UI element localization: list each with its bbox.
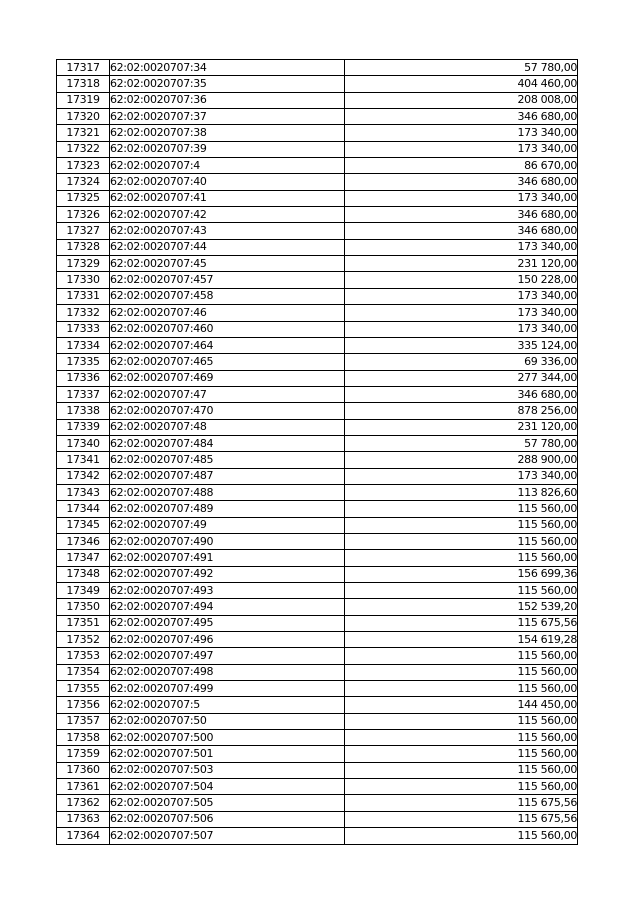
cadastral-number-cell: 62:02:0020707:36 bbox=[110, 92, 345, 108]
cadastral-number-cell: 62:02:0020707:469 bbox=[110, 370, 345, 386]
table-row bbox=[57, 141, 578, 157]
cadastral-number-cell: 62:02:0020707:499 bbox=[110, 681, 345, 697]
table-row bbox=[57, 632, 578, 648]
table-row bbox=[57, 403, 578, 419]
cadastral-number-cell: 62:02:0020707:4 bbox=[110, 158, 345, 174]
cadastral-number-cell: 62:02:0020707:487 bbox=[110, 468, 345, 484]
row-number-cell: 17363 bbox=[57, 811, 110, 827]
table-row bbox=[57, 174, 578, 190]
cadastral-number-cell: 62:02:0020707:46 bbox=[110, 305, 345, 321]
value-cell: 115 560,00 bbox=[345, 517, 578, 533]
table-row bbox=[57, 713, 578, 729]
row-number-cell: 17334 bbox=[57, 337, 110, 353]
value-cell: 150 228,00 bbox=[345, 272, 578, 288]
value-cell: 154 619,28 bbox=[345, 632, 578, 648]
table-row bbox=[57, 305, 578, 321]
cadastral-number-cell: 62:02:0020707:47 bbox=[110, 386, 345, 402]
cadastral-number-cell: 62:02:0020707:35 bbox=[110, 76, 345, 92]
value-cell: 173 340,00 bbox=[345, 239, 578, 255]
cadastral-number-cell: 62:02:0020707:491 bbox=[110, 550, 345, 566]
value-cell: 173 340,00 bbox=[345, 288, 578, 304]
row-number-cell: 17360 bbox=[57, 762, 110, 778]
cadastral-number-cell: 62:02:0020707:496 bbox=[110, 632, 345, 648]
row-number-cell: 17321 bbox=[57, 125, 110, 141]
row-number-cell: 17355 bbox=[57, 681, 110, 697]
row-number-cell: 17323 bbox=[57, 158, 110, 174]
row-number-cell: 17326 bbox=[57, 207, 110, 223]
value-cell: 115 560,00 bbox=[345, 713, 578, 729]
row-number-cell: 17349 bbox=[57, 583, 110, 599]
cadastral-value-table bbox=[56, 59, 578, 845]
row-number-cell: 17362 bbox=[57, 795, 110, 811]
table-row bbox=[57, 239, 578, 255]
value-cell: 115 675,56 bbox=[345, 615, 578, 631]
value-cell: 346 680,00 bbox=[345, 174, 578, 190]
row-number-cell: 17333 bbox=[57, 321, 110, 337]
table-row bbox=[57, 533, 578, 549]
cadastral-number-cell: 62:02:0020707:49 bbox=[110, 517, 345, 533]
cadastral-number-cell: 62:02:0020707:495 bbox=[110, 615, 345, 631]
row-number-cell: 17353 bbox=[57, 648, 110, 664]
row-number-cell: 17358 bbox=[57, 730, 110, 746]
value-cell: 231 120,00 bbox=[345, 419, 578, 435]
value-cell: 115 560,00 bbox=[345, 550, 578, 566]
table-row bbox=[57, 501, 578, 517]
value-cell: 152 539,20 bbox=[345, 599, 578, 615]
row-number-cell: 17343 bbox=[57, 484, 110, 500]
table-row bbox=[57, 256, 578, 272]
row-number-cell: 17357 bbox=[57, 713, 110, 729]
value-cell: 57 780,00 bbox=[345, 60, 578, 76]
table-row bbox=[57, 125, 578, 141]
cadastral-number-cell: 62:02:0020707:50 bbox=[110, 713, 345, 729]
table-row bbox=[57, 779, 578, 795]
row-number-cell: 17320 bbox=[57, 109, 110, 125]
value-cell: 115 560,00 bbox=[345, 583, 578, 599]
value-cell: 878 256,00 bbox=[345, 403, 578, 419]
row-number-cell: 17318 bbox=[57, 76, 110, 92]
cadastral-number-cell: 62:02:0020707:39 bbox=[110, 141, 345, 157]
row-number-cell: 17328 bbox=[57, 239, 110, 255]
table-row bbox=[57, 92, 578, 108]
row-number-cell: 17319 bbox=[57, 92, 110, 108]
cadastral-number-cell: 62:02:0020707:500 bbox=[110, 730, 345, 746]
table-row bbox=[57, 730, 578, 746]
table-row bbox=[57, 566, 578, 582]
value-cell: 173 340,00 bbox=[345, 321, 578, 337]
cadastral-number-cell: 62:02:0020707:38 bbox=[110, 125, 345, 141]
cadastral-number-cell: 62:02:0020707:40 bbox=[110, 174, 345, 190]
row-number-cell: 17347 bbox=[57, 550, 110, 566]
row-number-cell: 17346 bbox=[57, 533, 110, 549]
value-cell: 156 699,36 bbox=[345, 566, 578, 582]
row-number-cell: 17322 bbox=[57, 141, 110, 157]
value-cell: 115 560,00 bbox=[345, 501, 578, 517]
value-cell: 173 340,00 bbox=[345, 141, 578, 157]
cadastral-number-cell: 62:02:0020707:470 bbox=[110, 403, 345, 419]
cadastral-number-cell: 62:02:0020707:465 bbox=[110, 354, 345, 370]
value-cell: 144 450,00 bbox=[345, 697, 578, 713]
value-cell: 335 124,00 bbox=[345, 337, 578, 353]
value-cell: 115 560,00 bbox=[345, 730, 578, 746]
row-number-cell: 17337 bbox=[57, 386, 110, 402]
row-number-cell: 17348 bbox=[57, 566, 110, 582]
cadastral-number-cell: 62:02:0020707:464 bbox=[110, 337, 345, 353]
value-cell: 346 680,00 bbox=[345, 109, 578, 125]
value-cell: 115 560,00 bbox=[345, 648, 578, 664]
table-row bbox=[57, 599, 578, 615]
table-row bbox=[57, 321, 578, 337]
cadastral-number-cell: 62:02:0020707:497 bbox=[110, 648, 345, 664]
cadastral-number-cell: 62:02:0020707:488 bbox=[110, 484, 345, 500]
value-cell: 115 560,00 bbox=[345, 681, 578, 697]
row-number-cell: 17340 bbox=[57, 435, 110, 451]
row-number-cell: 17352 bbox=[57, 632, 110, 648]
row-number-cell: 17361 bbox=[57, 779, 110, 795]
row-number-cell: 17364 bbox=[57, 828, 110, 844]
value-cell: 277 344,00 bbox=[345, 370, 578, 386]
table-row bbox=[57, 583, 578, 599]
row-number-cell: 17345 bbox=[57, 517, 110, 533]
table-row bbox=[57, 762, 578, 778]
value-cell: 173 340,00 bbox=[345, 125, 578, 141]
value-cell: 346 680,00 bbox=[345, 207, 578, 223]
value-cell: 57 780,00 bbox=[345, 435, 578, 451]
value-cell: 115 675,56 bbox=[345, 811, 578, 827]
table-row bbox=[57, 354, 578, 370]
cadastral-number-cell: 62:02:0020707:492 bbox=[110, 566, 345, 582]
row-number-cell: 17344 bbox=[57, 501, 110, 517]
table-row bbox=[57, 746, 578, 762]
row-number-cell: 17324 bbox=[57, 174, 110, 190]
table-row bbox=[57, 435, 578, 451]
row-number-cell: 17338 bbox=[57, 403, 110, 419]
row-number-cell: 17332 bbox=[57, 305, 110, 321]
cadastral-number-cell: 62:02:0020707:494 bbox=[110, 599, 345, 615]
cadastral-number-cell: 62:02:0020707:42 bbox=[110, 207, 345, 223]
cadastral-number-cell: 62:02:0020707:41 bbox=[110, 190, 345, 206]
row-number-cell: 17329 bbox=[57, 256, 110, 272]
row-number-cell: 17354 bbox=[57, 664, 110, 680]
row-number-cell: 17351 bbox=[57, 615, 110, 631]
cadastral-number-cell: 62:02:0020707:5 bbox=[110, 697, 345, 713]
value-cell: 173 340,00 bbox=[345, 190, 578, 206]
cadastral-number-cell: 62:02:0020707:457 bbox=[110, 272, 345, 288]
row-number-cell: 17342 bbox=[57, 468, 110, 484]
table-body bbox=[57, 60, 578, 845]
row-number-cell: 17317 bbox=[57, 60, 110, 76]
row-number-cell: 17325 bbox=[57, 190, 110, 206]
cadastral-number-cell: 62:02:0020707:501 bbox=[110, 746, 345, 762]
table-row bbox=[57, 223, 578, 239]
cadastral-number-cell: 62:02:0020707:498 bbox=[110, 664, 345, 680]
value-cell: 86 670,00 bbox=[345, 158, 578, 174]
table-row bbox=[57, 828, 578, 844]
row-number-cell: 17339 bbox=[57, 419, 110, 435]
cadastral-number-cell: 62:02:0020707:458 bbox=[110, 288, 345, 304]
cadastral-number-cell: 62:02:0020707:43 bbox=[110, 223, 345, 239]
row-number-cell: 17359 bbox=[57, 746, 110, 762]
cadastral-number-cell: 62:02:0020707:489 bbox=[110, 501, 345, 517]
table-row bbox=[57, 517, 578, 533]
table-row bbox=[57, 811, 578, 827]
value-cell: 115 560,00 bbox=[345, 828, 578, 844]
table-row bbox=[57, 795, 578, 811]
row-number-cell: 17336 bbox=[57, 370, 110, 386]
value-cell: 115 560,00 bbox=[345, 779, 578, 795]
cadastral-number-cell: 62:02:0020707:45 bbox=[110, 256, 345, 272]
table-row bbox=[57, 452, 578, 468]
row-number-cell: 17341 bbox=[57, 452, 110, 468]
value-cell: 346 680,00 bbox=[345, 386, 578, 402]
value-cell: 231 120,00 bbox=[345, 256, 578, 272]
row-number-cell: 17335 bbox=[57, 354, 110, 370]
value-cell: 404 460,00 bbox=[345, 76, 578, 92]
value-cell: 173 340,00 bbox=[345, 468, 578, 484]
cadastral-number-cell: 62:02:0020707:37 bbox=[110, 109, 345, 125]
cadastral-number-cell: 62:02:0020707:485 bbox=[110, 452, 345, 468]
table-row bbox=[57, 272, 578, 288]
value-cell: 113 826,60 bbox=[345, 484, 578, 500]
cadastral-number-cell: 62:02:0020707:490 bbox=[110, 533, 345, 549]
table-row bbox=[57, 419, 578, 435]
cadastral-number-cell: 62:02:0020707:493 bbox=[110, 583, 345, 599]
table-row bbox=[57, 550, 578, 566]
cadastral-number-cell: 62:02:0020707:34 bbox=[110, 60, 345, 76]
table-row bbox=[57, 76, 578, 92]
table-row bbox=[57, 370, 578, 386]
value-cell: 115 560,00 bbox=[345, 664, 578, 680]
row-number-cell: 17350 bbox=[57, 599, 110, 615]
value-cell: 69 336,00 bbox=[345, 354, 578, 370]
table-row bbox=[57, 207, 578, 223]
table-row bbox=[57, 664, 578, 680]
value-cell: 115 560,00 bbox=[345, 746, 578, 762]
value-cell: 173 340,00 bbox=[345, 305, 578, 321]
table-row bbox=[57, 337, 578, 353]
table-row bbox=[57, 484, 578, 500]
table-row bbox=[57, 109, 578, 125]
cadastral-number-cell: 62:02:0020707:484 bbox=[110, 435, 345, 451]
row-number-cell: 17356 bbox=[57, 697, 110, 713]
table-row bbox=[57, 190, 578, 206]
cadastral-number-cell: 62:02:0020707:44 bbox=[110, 239, 345, 255]
cadastral-number-cell: 62:02:0020707:48 bbox=[110, 419, 345, 435]
value-cell: 115 560,00 bbox=[345, 533, 578, 549]
cadastral-number-cell: 62:02:0020707:506 bbox=[110, 811, 345, 827]
value-cell: 208 008,00 bbox=[345, 92, 578, 108]
table-row bbox=[57, 681, 578, 697]
value-cell: 346 680,00 bbox=[345, 223, 578, 239]
table-row bbox=[57, 615, 578, 631]
cadastral-number-cell: 62:02:0020707:505 bbox=[110, 795, 345, 811]
cadastral-number-cell: 62:02:0020707:460 bbox=[110, 321, 345, 337]
cadastral-number-cell: 62:02:0020707:504 bbox=[110, 779, 345, 795]
table-row bbox=[57, 158, 578, 174]
table-row bbox=[57, 386, 578, 402]
table-row bbox=[57, 468, 578, 484]
row-number-cell: 17331 bbox=[57, 288, 110, 304]
cadastral-number-cell: 62:02:0020707:507 bbox=[110, 828, 345, 844]
table-row bbox=[57, 60, 578, 76]
table-row bbox=[57, 697, 578, 713]
table-row bbox=[57, 648, 578, 664]
value-cell: 288 900,00 bbox=[345, 452, 578, 468]
row-number-cell: 17327 bbox=[57, 223, 110, 239]
value-cell: 115 675,56 bbox=[345, 795, 578, 811]
cadastral-number-cell: 62:02:0020707:503 bbox=[110, 762, 345, 778]
table-row bbox=[57, 288, 578, 304]
value-cell: 115 560,00 bbox=[345, 762, 578, 778]
row-number-cell: 17330 bbox=[57, 272, 110, 288]
